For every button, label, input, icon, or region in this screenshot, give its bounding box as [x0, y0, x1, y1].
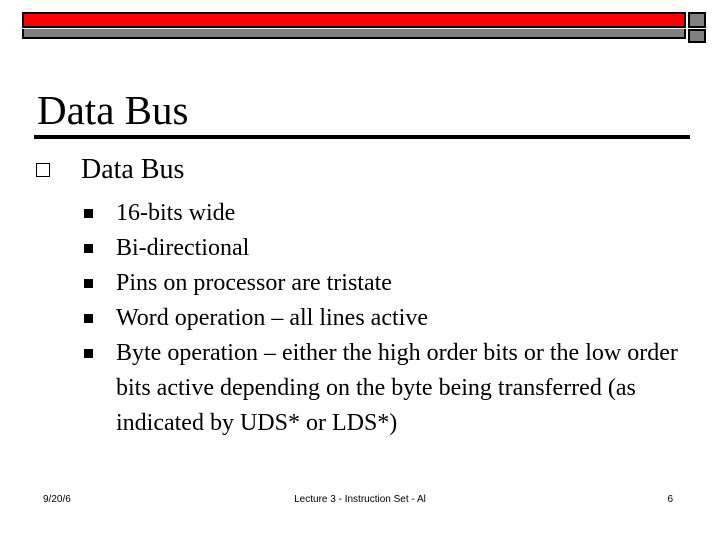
- header-square-bottom: [688, 29, 706, 43]
- footer-page-number: 6: [667, 494, 673, 505]
- header-red-bar: [22, 12, 686, 28]
- subbullet-text: 16-bits wide: [116, 200, 236, 226]
- square-bullet-icon: [84, 349, 93, 358]
- subbullet-text: Word operation – all lines active: [116, 305, 428, 331]
- footer-date: 9/20/6: [43, 494, 71, 505]
- subbullet-item: [84, 231, 684, 266]
- subbullet-item: [84, 336, 684, 441]
- square-bullet-icon: [84, 244, 93, 253]
- subbullet-item: [84, 196, 684, 231]
- footer-title: Lecture 3 - Instruction Set - Al: [294, 494, 426, 505]
- hollow-square-bullet-icon: [36, 163, 50, 177]
- subbullet-text: Bi-directional: [116, 235, 250, 261]
- header-square-top: [688, 12, 706, 28]
- subbullet-item: [84, 301, 684, 336]
- bullet-level1-text: Data Bus: [81, 154, 185, 185]
- subbullet-text: Byte operation – either the high order bits or the low order bits active depending on the byte being transferred (as indicated by UDS* or LDS*): [116, 340, 678, 436]
- square-bullet-icon: [84, 209, 93, 218]
- subbullet-list: [84, 196, 684, 441]
- subbullet-text: Pins on processor are tristate: [116, 270, 392, 296]
- square-bullet-icon: [84, 279, 93, 288]
- subbullet-item: [84, 266, 684, 301]
- header-gray-bar: [22, 29, 686, 39]
- slide-title: Data Bus: [37, 87, 189, 133]
- square-bullet-icon: [84, 314, 93, 323]
- title-divider: [34, 135, 690, 139]
